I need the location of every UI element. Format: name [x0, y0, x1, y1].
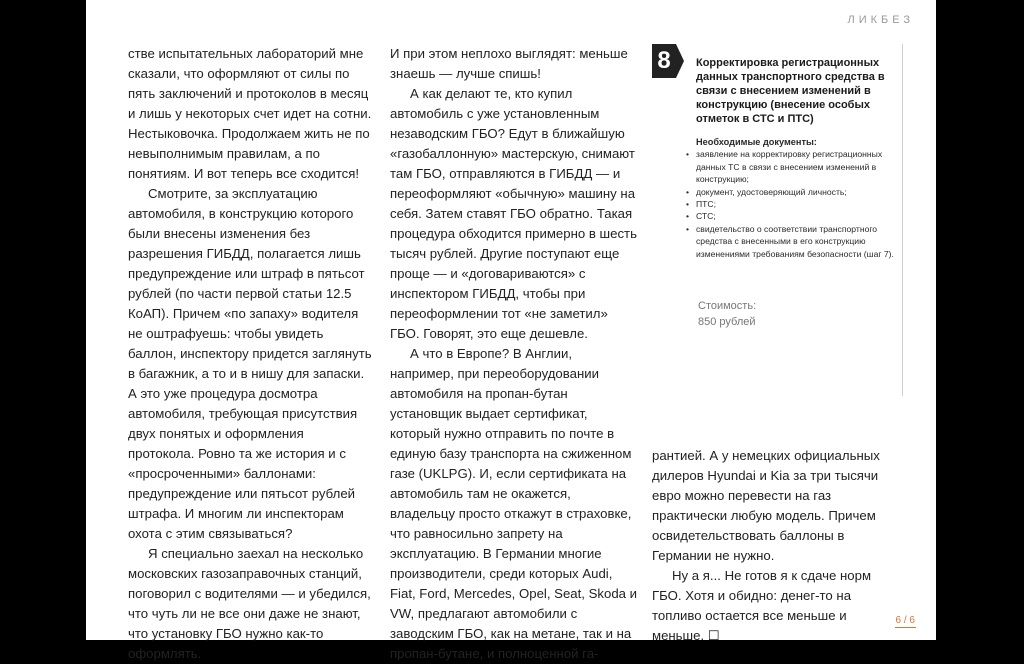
column-1 [128, 44, 372, 664]
documents-list [686, 148, 896, 260]
section-label: ЛИКБЕЗ [847, 14, 914, 26]
paragraph: И при этом неплохо выглядят: меньше знаешь — лучше спишь! [390, 46, 628, 81]
paragraph: А что в Европе? В Англии, например, при переоборудовании автомобиля на пропан-бутан установщик выдает сертификат, который нужно отправить по почте в единую базу транспорта на сжиженном газе (UKLPG). И, если сертификата на автомобиль там не окажется, владельцу просто откажут в страховке, что равносильно запрету на эксплуатацию. В Германии многие производители, среди которых Audi, Fiat, Ford, Mercedes, Opel, Seat, Skoda и VW, предлагают автомобили с заводским ГБО, как на метане, так и на пропан-бутане, и полноценной га- [390, 346, 638, 661]
badge-arrow-icon [676, 44, 684, 78]
paragraph: Смотрите, за эксплуатацию автомобиля, в конструкцию которого были внесены изменения без разрешения ГИБДД, полагается лишь предупреждение или штраф в пятьсот рублей (по части первой статьи 12.5 КоАП). Причем «по запаху» водителя не оштрафуешь: чтобы увидеть баллон, инспектору придется заглянуть в багажник, а то и в нишу для запаски. А это уже процедура досмотра автомобиля, требующая присутствия двух понятых и оформления протокола. Ровно та же история и с «просроченными» баллонами: предупреждение или пятьсот рублей штрафа. И многим ли инспекторам охота с этим связываться? [128, 186, 372, 541]
paragraph: Я специально заехал на несколько московских газозаправочных станций, поговорил с водителями — и убедился, что чуть ли не все они даже не знают, что установку ГБО нужно как-то оформлять. [128, 546, 371, 661]
cost-label: Стоимость: [698, 300, 757, 312]
cost-block [698, 298, 756, 330]
step-number-badge: 8 [652, 44, 676, 78]
sidebar-title: Корректировка регистрационных данных транспортного средства в связи с внесением изменений в конструкцию (внесение особых отметок в СТС и ПТС) [696, 57, 885, 125]
cost-value: 850 рублей [698, 316, 756, 328]
documents-heading: Необходимые документы: [696, 137, 817, 147]
sidebar-box [652, 44, 903, 396]
paragraph: А как делают те, кто купил автомобиль с уже установленным незаводским ГБО? Едут в ближайшую «газобаллонную» мастерскую, снимают там ГБО, отправляются в ГИБДД — и переоформляют «обычную» машину на себя. Затем ставят ГБО обратно. Такая процедура обходится примерно в шесть тысяч рублей. Другие поступают еще проще — и «договариваются» с инспектором ГИБДД, чтобы при переоформлении тот «не заметил» ГБО. Говорят, это еще дешевле. [390, 86, 637, 341]
document-item: • заявление на корректировку регистрационных данных ТС в связи с внесением изменений в конструкцию; [686, 148, 896, 185]
paragraph: рантией. А у немецких официальных дилеров Hyundai и Kia за три тысячи евро можно перевести на газ практически любую модель. Причем освидетельствовать баллоны в Германии не нужно. [652, 448, 880, 563]
document-item: • ПТС; [686, 198, 896, 210]
page-indicator[interactable]: 6 / 6 [895, 615, 915, 626]
paragraph: Ну а я... Не готов я к сдаче норм ГБО. Хотя и обидно: денег-то на топливо остается все меньше и меньше. ☐ [652, 568, 872, 643]
document-item: • документ, удостоверяющий личность; [686, 186, 896, 198]
magazine-page [86, 0, 936, 661]
document-item: • СТС; [686, 210, 896, 222]
documents-block [686, 136, 896, 260]
paragraph: стве испытательных лабораторий мне сказали, что оформляют от силы по пять заключений и протоколов в месяц и лишь у некоторых счет идет на сотни. Нестыковочка. Продолжаем жить не по невыполнимым правилам, а по понятиям. И вот теперь все сходится! [128, 46, 372, 181]
column-2 [390, 44, 638, 664]
document-item: • свидетельство о соответствии транспортного средства с внесенными в его конструкцию изменениями требованиям безопасности (шаг 7). [686, 223, 896, 260]
column-3 [652, 446, 902, 646]
